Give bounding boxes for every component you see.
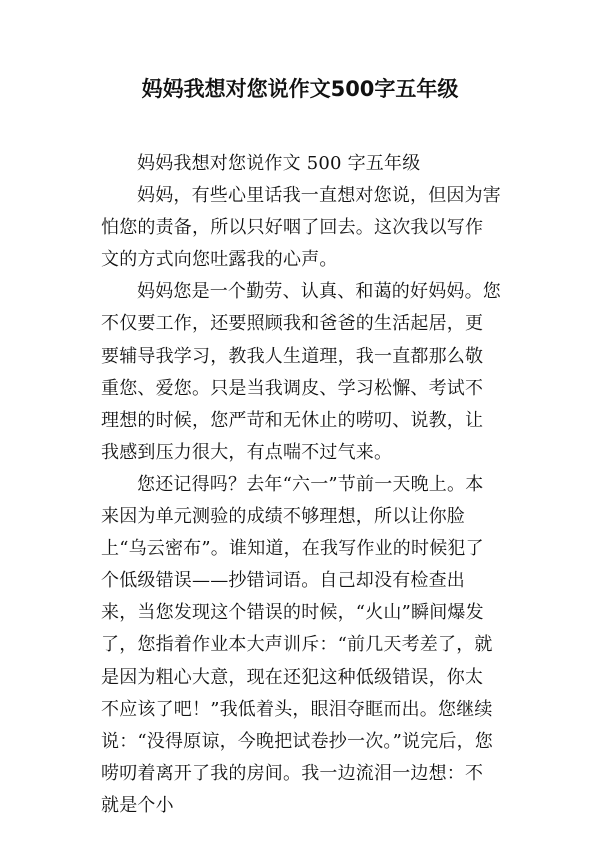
paragraph-1: 妈妈，有些心里话我一直想对您说，但因为害怕您的责备，所以只好咽了回去。这次我以写作文的方式向您吐露我的心声。 <box>101 185 501 271</box>
paragraph-3: 您还记得吗？去年“六一”节前一天晚上。本来因为单元测验的成绩不够理想，所以让你脸上“乌云密布”。谁知道，在我写作业的时候犯了个低级错误——抄错词语。自己却没有检查出来，当您发现这个错误的时候，“火山”瞬间爆发了，您指着作业本大声训斥：“前几天考差了，就是因为粗心大意，现在还犯这种低级错误，你太不应该了吧！”我低着头，眼泪夺眶而出。您继续说：“没得原谅，今晚把试卷抄一次。”说完后，您唠叨着离开了我的房间。我一边流泪一边想：不就是个小 <box>101 473 494 816</box>
document-subtitle: 妈妈我想对您说作文 500 字五年级 <box>137 153 421 174</box>
paragraph-2: 妈妈您是一个勤劳、认真、和蔼的好妈妈。您不仅要工作，还要照顾我和爸爸的生活起居，更要辅导我学习，教我人生道理，我一直都那么敬重您、爱您。只是当我调皮、学习松懈、考试不理想的时候，您严苛和无休止的唠叨、说教，让我感到压力很大，有点喘不过气来。 <box>101 281 501 463</box>
document-title: 妈妈我想对您说作文500字五年级 <box>141 77 459 101</box>
document-body <box>101 148 501 822</box>
